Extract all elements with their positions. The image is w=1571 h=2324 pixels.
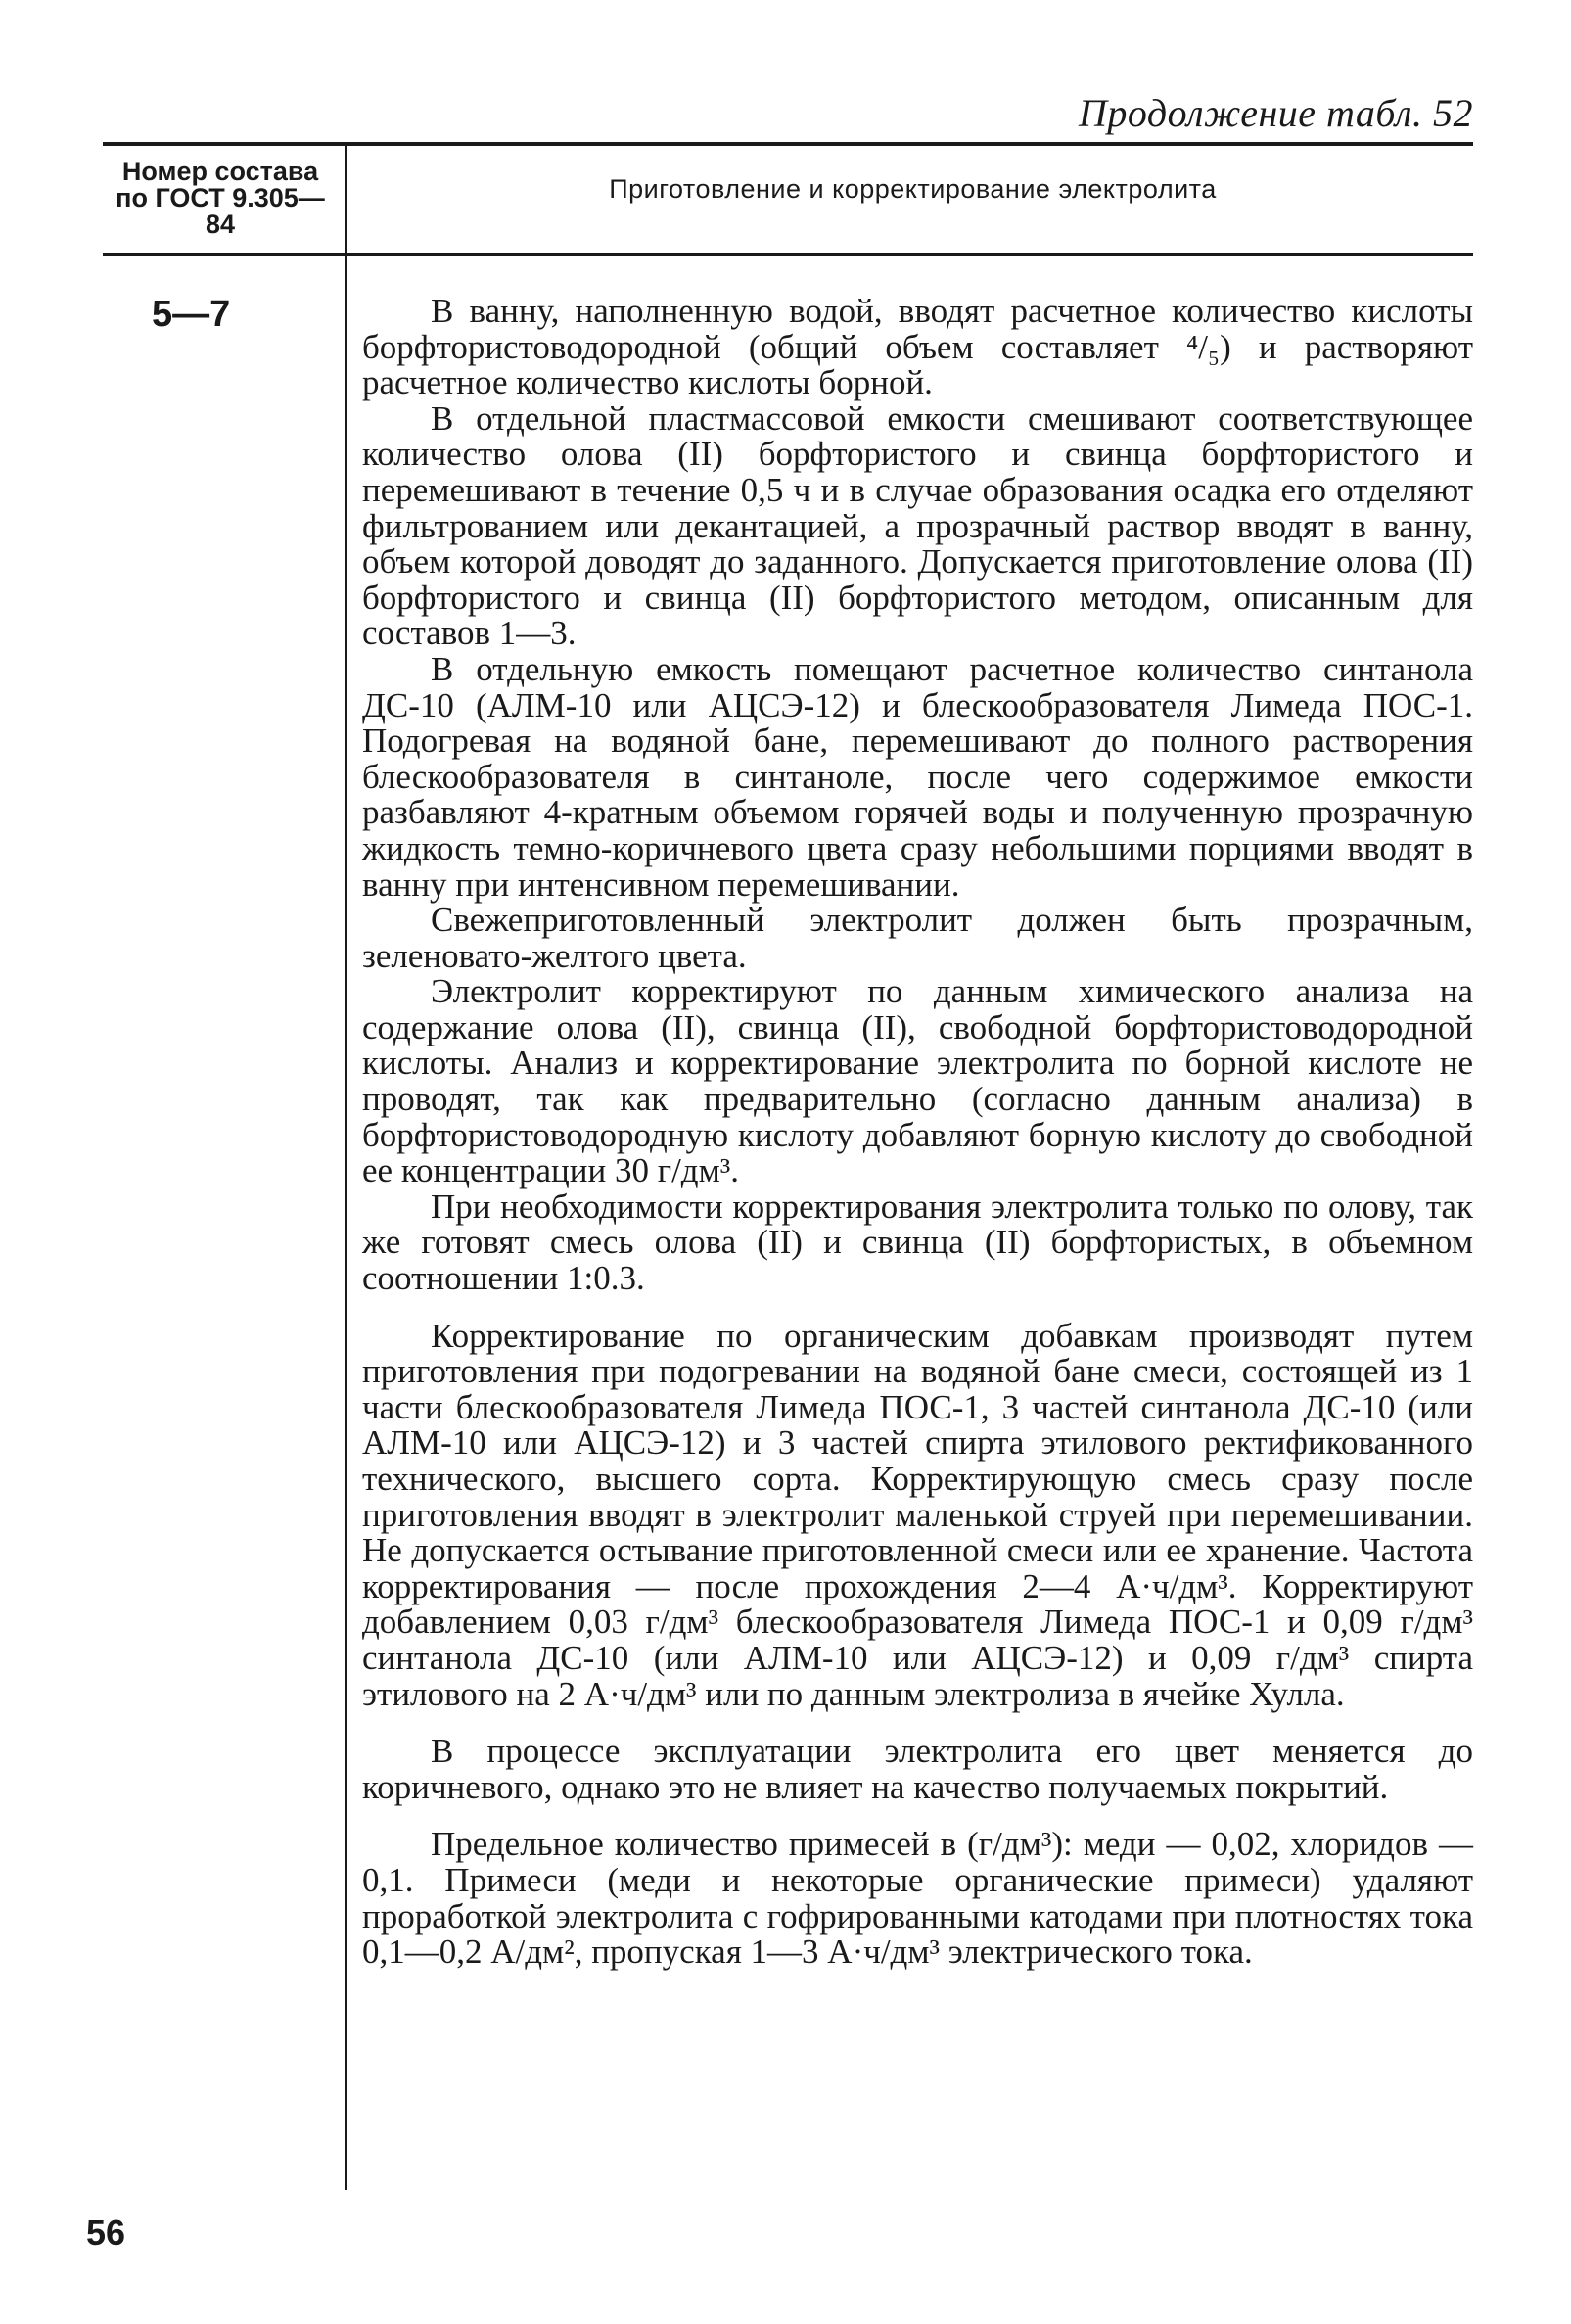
table-header-rule [103, 253, 1473, 256]
column-header-composition-number: Номер состава по ГОСТ 9.305—84 [116, 157, 325, 239]
column-header-preparation: Приготовление и корректирование электролита [609, 174, 1217, 204]
composition-number-cell: 5—7 [152, 294, 231, 335]
table-top-rule [103, 142, 1473, 146]
table-continuation-caption: Продолжение табл. 52 [1078, 91, 1473, 135]
paragraph-bath-filling: В ванну, наполненную водой, вводят расчетное количество кислоты борфтористоводородной (общий объем составляет ⁴/₅) и растворяют расчетное количество кислоты борной. [362, 292, 1473, 402]
paragraph-chemical-analysis: Электролит корректируют по данным химического анализа на содержание олова (II), свинца (II), свободной борфтористоводородной кислоты. Анализ и корректирование электролита по борной кислоте не проводят, так как предварительно (согласно данным анализа) в борфтористоводородную кислоту добавляют борную кислоту до свободной ее концентрации 30 г/дм³. [362, 972, 1473, 1190]
paragraph-impurity-limits: Предельное количество примесей в (г/дм³): меди — 0,02, хлоридов — 0,1. Примеси (меди и некоторые органические примеси) удаляют проработкой электролита с гофрированными катодами при плотностях тока 0,1—0,2 А/дм², пропуская 1—3 А·ч/дм³ электрического тока. [362, 1825, 1473, 1972]
page-number: 56 [86, 2212, 126, 2253]
preparation-text-cell [362, 294, 1473, 1971]
paragraph-color-change: В процессе эксплуатации электролита его цвет меняется до коричневого, однако это не влияет на качество получаемых покрытий. [362, 1732, 1473, 1806]
paragraph-syntanol-additive: В отдельную емкость помещают расчетное количество синтанола ДС-10 (АЛМ-10 или АЦСЭ-12) и блескообразователя Лимеда ПОС-1. Подогревая на водяной бане, перемешивают до полного растворения блескообразователя в синтаноле, после чего содержимое емкости разбавляют 4-кратным объемом горячей воды и полученную прозрачную жидкость темно-коричневого цвета сразу небольшими порциями вводят в ванну при интенсивном перемешивании. [362, 649, 1473, 904]
paragraph-tin-lead-mixing: В отдельной пластмассовой емкости смешивают соответствующее количество олова (II) борфтористого и свинца борфтористого и перемешивают в течение 0,5 ч и в случае образования осадка его отделяют фильтрованием или декантацией, а прозрачный раствор вводят в ванну, объем которой доводят до заданного. Допускается приготовление олова (II) борфтористого и свинца (II) борфтористого методом, описанным для составов 1—3. [362, 398, 1473, 653]
header-column-divider [345, 142, 347, 255]
body-column-divider [345, 256, 347, 2190]
paragraph-tin-only-correction: При необходимости корректирования электролита только по олову, так же готовят смесь олова (II) и свинца (II) борфтористых, в объемном соотношении 1:0.3. [362, 1186, 1473, 1298]
paragraph-organic-additive-correction: Корректирование по органическим добавкам производят путем приготовления при подогревании на водяной бане смеси, состоящей из 1 части блескообразователя Лимеда ПОС-1, 3 частей синтанола ДС-10 (или АЛМ-10 или АЦСЭ-12) и 3 частей спирта этилового ректификованного технического, высшего сорта. Корректирующую смесь сразу после приготовления вводят в электролит маленькой струей при перемешивании. Не допускается остывание приготовленной смеси или ее хранение. Частота корректирования — после прохождения 2—4 А·ч/дм³. Корректируют добавлением 0,03 г/дм³ блескообразователя Лимеда ПОС-1 и 0,09 г/дм³ синтанола ДС-10 (или АЛМ-10 или АЦСЭ-12) и 0,09 г/дм³ спирта этилового на 2 А·ч/дм³ или по данным электролиза в ячейке Хулла. [362, 1316, 1473, 1713]
paragraph-fresh-electrolyte: Свежеприготовленный электролит должен быть прозрачным, зеленовато-желтого цвета. [362, 901, 1473, 975]
